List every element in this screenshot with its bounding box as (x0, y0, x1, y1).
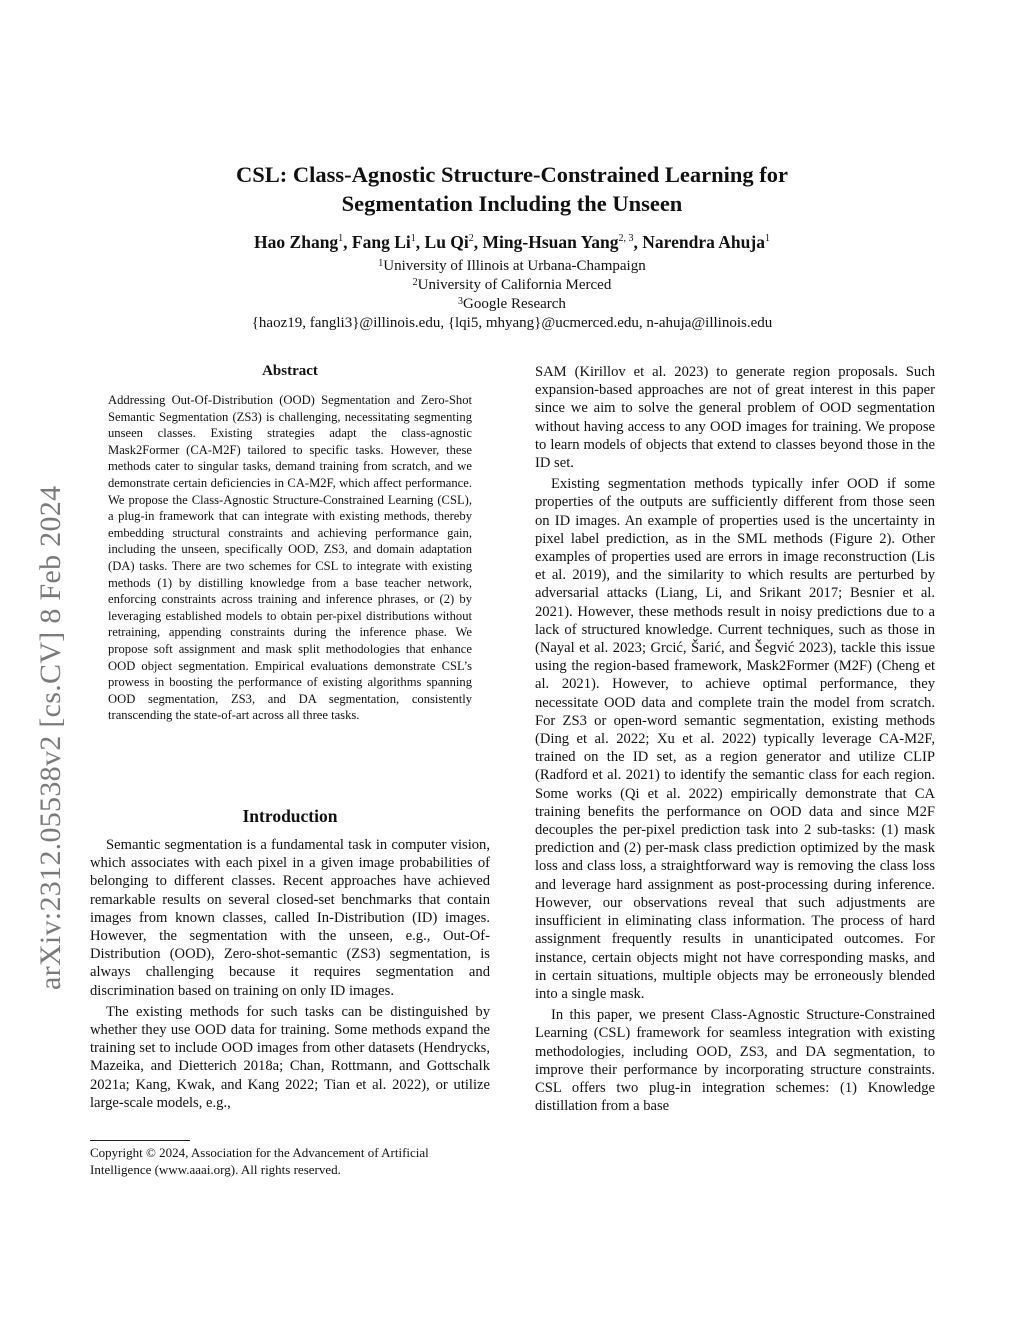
abstract-text: Addressing Out-Of-Distribution (OOD) Segmentation and Zero-Shot Semantic Segmentation (ZS3) is challenging, necessitating segmenting unseen classes. Existing strategies adapt the class-agnostic Mask2Former (CA-M2F) tailored to specific tasks. However, these methods cater to singular tasks, demand training from scratch, and we demonstrate certain deficiencies in CA-M2F, which affect performance. We propose the Class-Agnostic Structure-Constrained Learning (CSL), a plug-in framework that can integrate with existing methods, thereby embedding structural constraints and achieving performance gain, including the unseen, specifically OOD, ZS3, and domain adaptation (DA) tasks. There are two schemes for CSL to integrate with existing methods (1) by distilling knowledge from a base teacher network, enforcing constraints across training and inference phrases, or (2) by leveraging established models to obtain per-pixel distributions without retraining, appending constraints during the inference phase. We propose soft assignment and mask split methodologies that enhance OOD object segmentation. Empirical evaluations demonstrate CSL’s prowess in boosting the performance of existing algorithms spanning OOD segmentation, ZS3, and DA segmentation, consistently transcending the state-of-art across all three tasks. (108, 393, 472, 723)
affiliation-line (90, 257, 934, 276)
affiliation-mark: 3 (458, 296, 464, 307)
paragraph: The existing methods for such tasks can be distinguished by whether they use OOD data for training. Some methods expand the training set to include OOD images from other datasets (Hendrycks, Mazeika, and Dietterich 2018a; Chan, Rottmann, and Gottschalk 2021a; Kang, Kwak, and Kang 2022; Tian et al. 2022), or utilize large-scale models, e.g., (90, 1003, 490, 1111)
affiliation-name: Google Research (463, 296, 566, 312)
author-affiliation-mark: 2, 3 (618, 233, 634, 244)
paragraph: In this paper, we present Class-Agnostic Structure-Constrained Learning (CSL) framework for seamless integration with existing methodologies, including OOD, ZS3, and DA segmentation, to improve their performance by incorporating structure constraints. CSL offers two plug-in integration schemes: (1) Knowledge distillation from a base (535, 1007, 935, 1115)
author-affiliation-mark: 1 (338, 233, 344, 244)
paragraph: Existing segmentation methods typically infer OOD if some properties of the outputs are sufficiently different from those seen on ID images. An example of properties used is the uncertainty in pixel label prediction, as in the SML methods (Figure 2). Other examples of properties used are errors in image reconstruction (Lis et al. 2019), and the similarity to which results are perturbed by adversarial attacks (Liang, Li, and Srikant 2017; Besnier et al. 2021). However, these methods result in noisy predictions due to a lack of structured knowledge. Current techniques, such as those in (Nayal et al. 2023; Grcić, Šarić, and Šegvić 2023), tackle this issue using the region-based framework, Mask2Former (M2F) (Cheng et al. 2021). However, to achieve optimal performance, they necessitate OOD data and complete train the model from scratch. For ZS3 or open-word semantic segmentation, existing methods (Ding et al. 2022; Xu et al. 2022) typically leverage CA-M2F, trained on the ID set, as a region generator and utilize CLIP (Radford et al. 2021) to identify the semantic class for each region. Some works (Qi et al. 2022) empirically demonstrate that CA training benefits the performance on OOD data and since M2F decouples the per-pixel prediction task into 2 sub-tasks: (1) mask prediction and (2) per-mask class prediction optimized by the mask loss and class loss, a straightforward way is removing the class loss and leverage hard assignment as post-processing during inference. However, our observations reveal that such adjustments are insufficient in eliminating class information. The process of hard assignment frequently results in unanticipated outcomes. For instance, certain objects might not have corresponding masks, and in certain situations, multiple objects may be erroneously blended into a single mask. (535, 476, 935, 1002)
paragraph: Semantic segmentation is a fundamental task in computer vision, which associates with each pixel in a given image probabilities of belonging to different classes. Recent approaches have achieved remarkable results on several closed-set benchmarks that contain images from known classes, called In-Distribution (ID) images. However, the segmentation with the unseen, e.g., Out-Of-Distribution (OOD), Zero-shot-semantic (ZS3) segmentation, is always challenging because it requires segmentation and discrimination based on training on only ID images. (90, 837, 490, 999)
affiliation-line (90, 276, 934, 295)
affiliation-name: University of Illinois at Urbana-Champaign (383, 258, 646, 274)
author-emails: {haoz19, fangli3}@illinois.edu, {lqi5, mhyang}@ucmerced.edu, n-ahuja@illinois.edu (251, 315, 773, 331)
author-affiliation-mark: 1 (764, 233, 770, 244)
left-column-body (90, 836, 490, 1112)
author-affiliation-mark: 2 (468, 233, 474, 244)
copyright-footnote: Copyright © 2024, Association for the Advancement of Artificial Intelligence (www.aaai.org). All rights reserved. (90, 1145, 429, 1177)
author-name: Narendra Ahuja (642, 232, 765, 252)
author-list: Hao Zhang$^1$, Fang Li$^1$, Lu Qi$^2$, Ming-Hsuan Yang$^{2, 3}$, Narendra Ahuja$^1$ (254, 232, 770, 252)
affiliations (90, 257, 934, 333)
paper-title: CSL: Class-Agnostic Structure-Constrained Learning for Segmentation Including the Unseen (235, 162, 789, 216)
arxiv-identifier: arXiv:2312.05538v2 [cs.CV] 8 Feb 2024 (34, 485, 67, 990)
author-name: Hao Zhang (254, 232, 339, 252)
introduction-heading: Introduction (242, 806, 338, 826)
author-name: Ming-Hsuan Yang (482, 232, 619, 252)
paragraph: SAM (Kirillov et al. 2023) to generate region proposals. Such expansion-based approaches are not of great interest in this paper since we aim to solve the general problem of OOD segmentation without having access to any OOD images for training. We propose to learn models of objects that extend to classes beyond those in the ID set. (535, 364, 935, 472)
footnote-rule (90, 1140, 190, 1141)
author-name: Lu Qi (424, 232, 469, 252)
affiliation-name: University of California Merced (417, 277, 612, 293)
abstract-heading: Abstract (262, 363, 318, 379)
affiliation-line (90, 295, 934, 314)
affiliation-mark: 1 (378, 258, 384, 269)
author-name: Fang Li (351, 232, 411, 252)
right-column-body (535, 363, 935, 1115)
author-affiliation-mark: 1 (410, 233, 416, 244)
affiliation-mark: 2 (412, 277, 418, 288)
